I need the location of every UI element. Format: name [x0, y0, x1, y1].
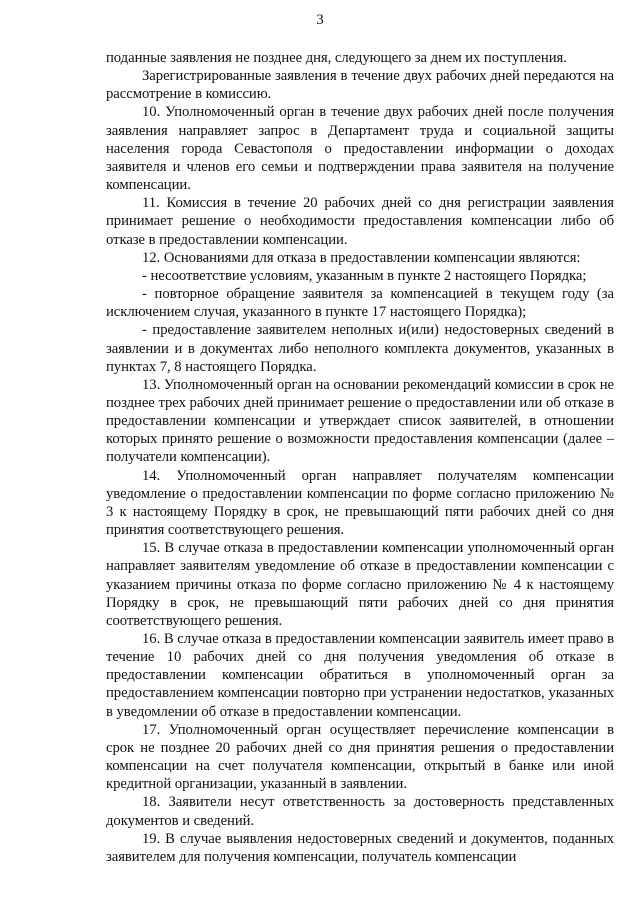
paragraph-16: 16. В случае отказа в предоставлении компенсации заявитель имеет право в течение 10 рабочих дней со дня получения уведомления об отказе в предоставлении компенсации обратиться в уполномоченный орган за предоставлением компенсации повторно при устранении недостатков, указанных в уведомлении об отказе в предоставлении компенсации.: [106, 631, 614, 720]
paragraph-10: 10. Уполномоченный орган в течение двух рабочих дней после получения заявления направляет запрос в Департамент труда и социальной защиты населения города Севастополя о предоставлении информации о доходах заявителя и членов его семьи и подтверждении права заявителя на получение компенсации.: [106, 104, 614, 194]
paragraph-11: 11. Комиссия в течение 20 рабочих дней со дня регистрации заявления принимает решение о необходимости предоставления компенсации либо об отказе в предоставлении компенсации.: [106, 195, 614, 248]
list-item-refusal-1: - несоответствие условиям, указанным в пункте 2 настоящего Порядка;: [142, 267, 587, 284]
page-number: 3: [316, 12, 324, 28]
list-item-refusal-3: - предоставление заявителем неполных и(или) недостоверных сведений в заявлении и в документах либо неполного комплекта документов, указанных в пунктах 7, 8 настоящего Порядка.: [106, 322, 614, 375]
document-body: [106, 49, 614, 866]
paragraph-19: 19. В случае выявления недостоверных сведений и документов, поданных заявителем для получения компенсации, получатель компенсации: [106, 830, 614, 865]
paragraph-15: 15. В случае отказа в предоставлении компенсации уполномоченный орган направляет заявителям уведомление об отказе в предоставлении компенсации с указанием причины отказа по форме согласно приложению № 4 к настоящему Порядку в срок, не превышающий пяти рабочих дней со дня принятия соответствующего решения.: [106, 540, 614, 629]
paragraph-18: 18. Заявители несут ответственность за достоверность представленных документов и сведений.: [106, 794, 614, 829]
paragraph-13: 13. Уполномоченный орган на основании рекомендаций комиссии в срок не позднее трех рабочих дней принимает решение о предоставлении или об отказе в предоставлении компенсации и утверждает список заявителей, в отношении которых принято решение о возможности предоставления компенсации (далее – получатели компенсации).: [106, 376, 614, 466]
paragraph-continuation: поданные заявления не позднее дня, следующего за днем их поступления.: [106, 50, 567, 66]
paragraph-12: 12. Основаниями для отказа в предоставлении компенсации являются:: [142, 249, 581, 266]
list-item-refusal-2: - повторное обращение заявителя за компенсацией в текущем году (за исключением случая, указанного в пункте 17 настоящего Порядка);: [106, 286, 614, 321]
paragraph-registered-applications: Зарегистрированные заявления в течение двух рабочих дней передаются на рассмотрение в комиссию.: [106, 68, 614, 103]
paragraph-17: 17. Уполномоченный орган осуществляет перечисление компенсации в срок не позднее 20 рабочих дней со дня принятия решения о предоставлении компенсации на счет получателя компенсации, открытый в банке или иной кредитной организации, указанный в заявлении.: [106, 721, 614, 793]
paragraph-14: 14. Уполномоченный орган направляет получателям компенсации уведомление о предоставлении компенсации по форме согласно приложению № 3 к настоящему Порядку в срок, не превышающий пяти рабочих дней со дня принятия соответствующего решения.: [106, 467, 614, 539]
